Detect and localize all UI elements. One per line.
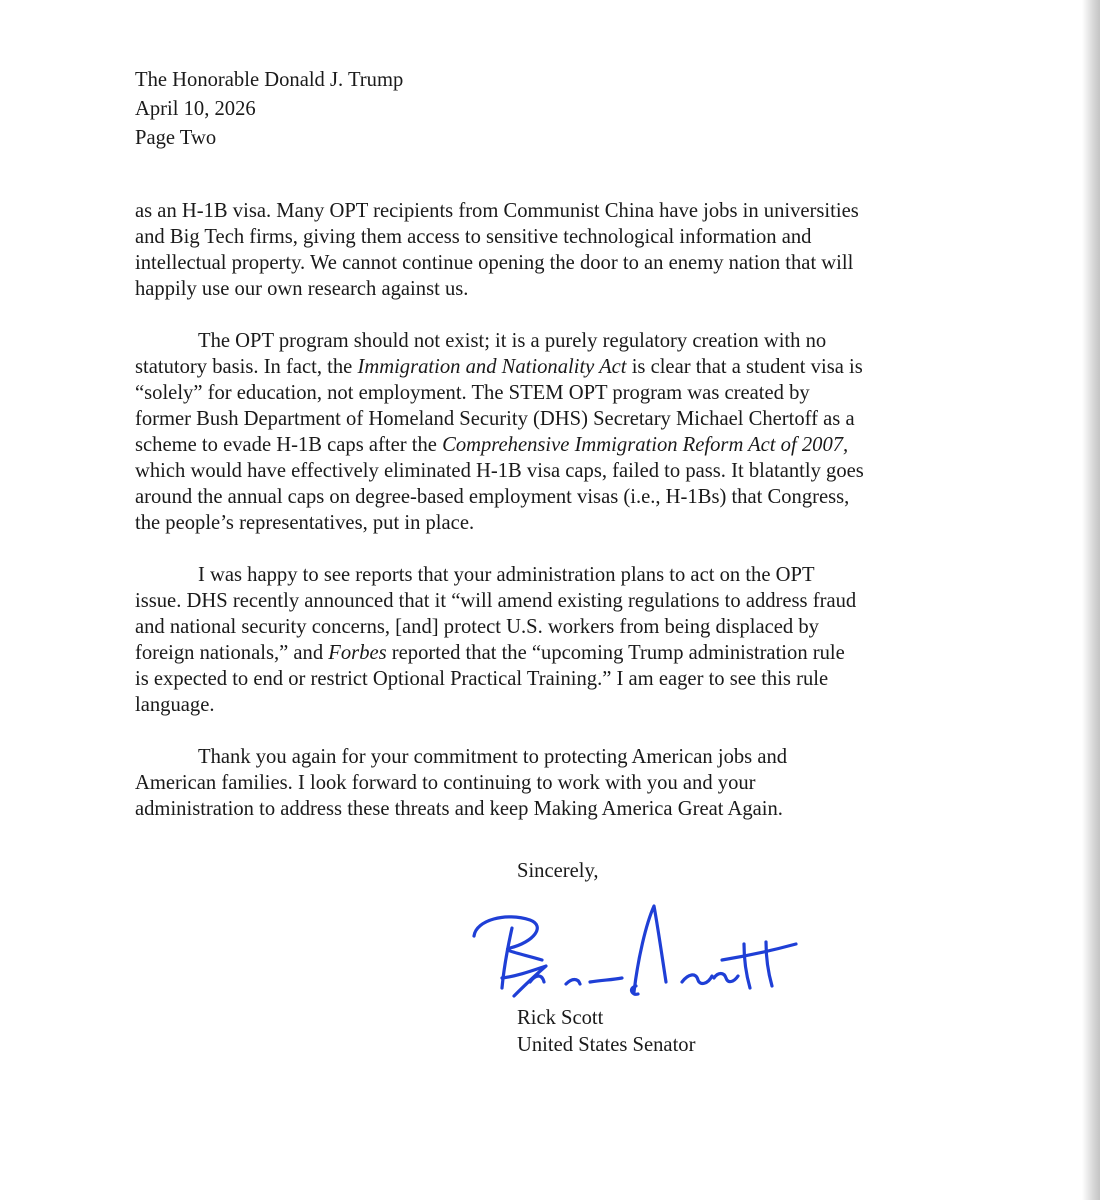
paragraph-line: language. (135, 694, 215, 716)
paragraph-line: the people’s representatives, put in place. (135, 512, 475, 534)
paragraph-line: happily use our own research against us. (135, 278, 469, 300)
recipient-line: The Honorable Donald J. Trump (135, 69, 404, 91)
paragraph-line: as an H-1B visa. Many OPT recipients from Communist China have jobs in universities (135, 200, 859, 222)
paragraph-line: The OPT program should not exist; it is a purely regulatory creation with no (198, 330, 827, 352)
text-run: reported that the “upcoming Trump administration rule (391, 642, 845, 664)
paragraph-line: American families. I look forward to continuing to work with you and your (135, 772, 756, 794)
paragraph-line: issue. DHS recently announced that it “will amend existing regulations to address fraud (135, 590, 857, 612)
date-line: April 10, 2026 (135, 98, 256, 120)
letter-header (135, 66, 835, 153)
text-run: is clear that a student visa is (631, 356, 863, 378)
signer-block (517, 1005, 695, 1059)
paragraph-line: around the annual caps on degree-based employment visas (i.e., H-1Bs) that Congress, (135, 486, 850, 508)
paragraph-line: and Big Tech firms, giving them access to sensitive technological information and (135, 226, 812, 248)
paragraph-line (135, 640, 995, 666)
text-run: foreign nationals,” and (135, 642, 324, 664)
paragraph-line (135, 354, 995, 380)
paragraph-line (135, 432, 995, 458)
paragraph-line: I was happy to see reports that your administration plans to act on the OPT (198, 564, 815, 586)
text-run: statutory basis. In fact, the (135, 356, 353, 378)
paragraph-line: which would have effectively eliminated H-1B visa caps, failed to pass. It blatantly goes (135, 460, 864, 482)
paragraph-line: and national security concerns, [and] protect U.S. workers from being displaced by (135, 616, 819, 638)
signer-name: Rick Scott (517, 1007, 604, 1029)
closing-salutation: Sincerely, (517, 860, 599, 882)
paragraph-3 (135, 562, 995, 718)
paragraph-line: intellectual property. We cannot continue opening the door to an enemy nation that will (135, 252, 854, 274)
paragraph-4 (135, 744, 995, 822)
signer-title: United States Senator (517, 1034, 696, 1056)
handwritten-signature (462, 898, 802, 1010)
paragraph-line: administration to address these threats and keep Making America Great Again. (135, 798, 783, 820)
letter-body (135, 198, 995, 848)
paragraph-line: former Bush Department of Homeland Security (DHS) Secretary Michael Chertoff as a (135, 408, 855, 430)
publication-italic: Forbes (328, 642, 387, 664)
paragraph-2 (135, 328, 995, 536)
text-run: scheme to evade H-1B caps after the (135, 434, 437, 456)
page-edge-shadow (1082, 0, 1100, 1200)
paragraph-line: is expected to end or restrict Optional Practical Training.” I am eager to see this rule (135, 668, 829, 690)
paragraph-line: Thank you again for your commitment to protecting American jobs and (198, 746, 788, 768)
page-number-line: Page Two (135, 127, 217, 149)
paragraph-1 (135, 198, 995, 302)
act-title-italic: Comprehensive Immigration Reform Act of 2007, (442, 434, 849, 456)
paragraph-line: “solely” for education, not employment. The STEM OPT program was created by (135, 382, 810, 404)
act-title-italic: Immigration and Nationality Act (357, 356, 627, 378)
